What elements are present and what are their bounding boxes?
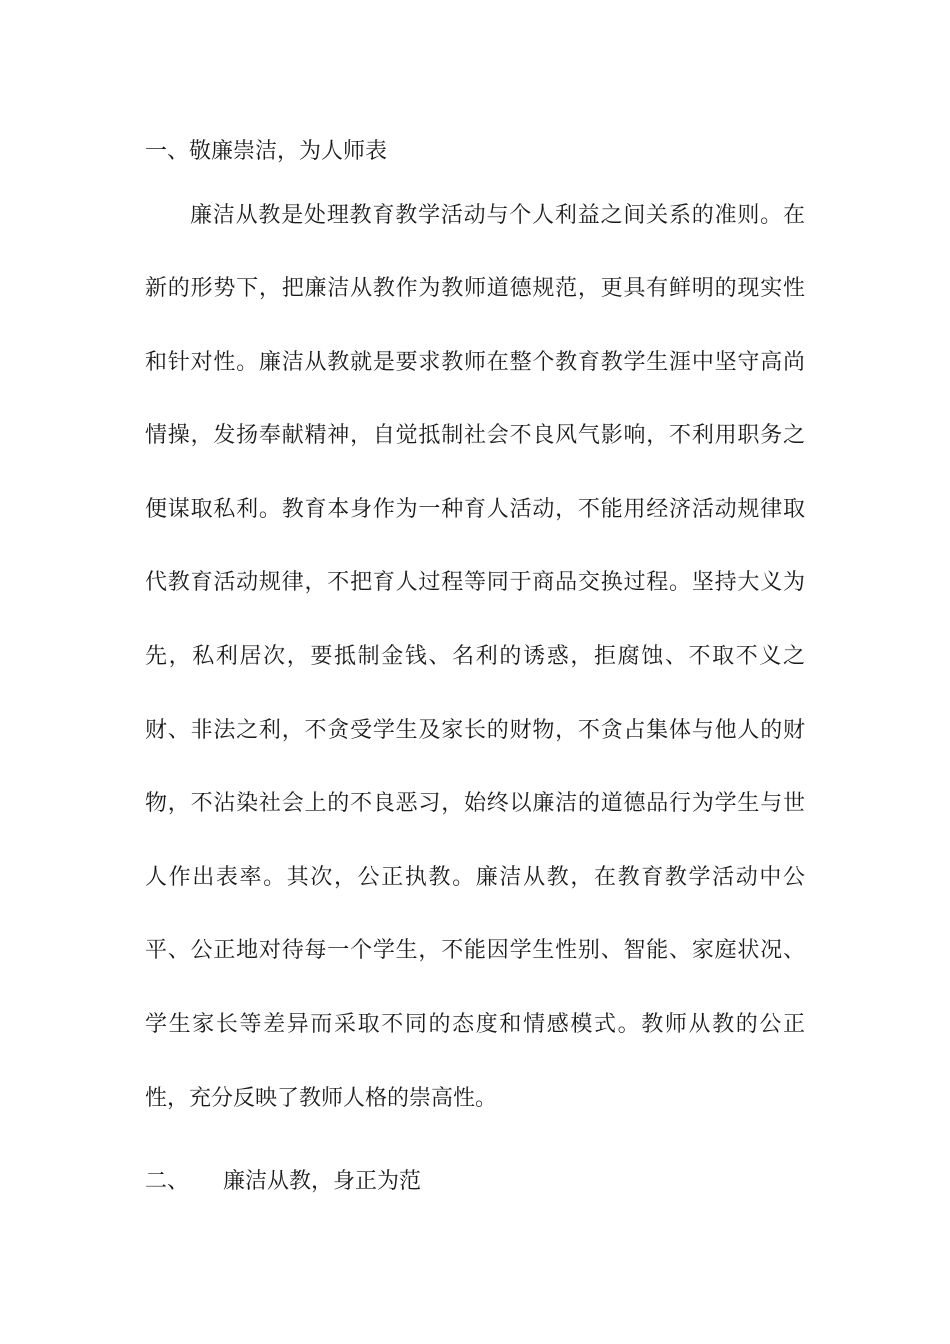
paragraph-line: 和针对性。廉洁从教就是要求教师在整个教育教学生涯中坚守高尚: [145, 350, 805, 375]
paragraph-line: 新的形势下，把廉洁从教作为教师道德规范，更具有鲜明的现实性: [145, 276, 805, 301]
paragraph-line: 廉洁从教是处理教育教学活动与个人利益之间关系的准则。在: [190, 203, 805, 228]
paragraph-line: 平、公正地对待每一个学生，不能因学生性别、智能、家庭状况、: [145, 938, 805, 963]
paragraph-line: 财、非法之利，不贪受学生及家长的财物，不贪占集体与他人的财: [145, 718, 805, 743]
paragraph-line: 学生家长等差异而采取不同的态度和情感模式。教师从教的公正: [145, 1012, 805, 1037]
section-2-number: 二、: [145, 1169, 190, 1194]
section-1-heading: 一、敬廉崇洁，为人师表: [145, 139, 388, 164]
paragraph-line: 物，不沾染社会上的不良恶习，始终以廉洁的道德品行为学生与世: [145, 791, 805, 816]
section-2-title: 廉洁从教，身正为范: [223, 1169, 422, 1194]
paragraph-line: 便谋取私利。教育本身作为一种育人活动，不能用经济活动规律取: [145, 497, 805, 522]
paragraph-line: 代教育活动规律，不把育人过程等同于商品交换过程。坚持大义为: [145, 570, 805, 595]
paragraph-line: 人作出表率。其次，公正执教。廉洁从教，在教育教学活动中公: [145, 865, 805, 890]
paragraph-line: 性，充分反映了教师人格的崇高性。: [145, 1086, 498, 1111]
section-2-heading: [145, 1167, 421, 1197]
paragraph-line: 情操，发扬奉献精神，自觉抵制社会不良风气影响，不利用职务之: [145, 423, 805, 448]
paragraph-line: 先，私利居次，要抵制金钱、名利的诱惑，拒腐蚀、不取不义之: [145, 644, 805, 669]
